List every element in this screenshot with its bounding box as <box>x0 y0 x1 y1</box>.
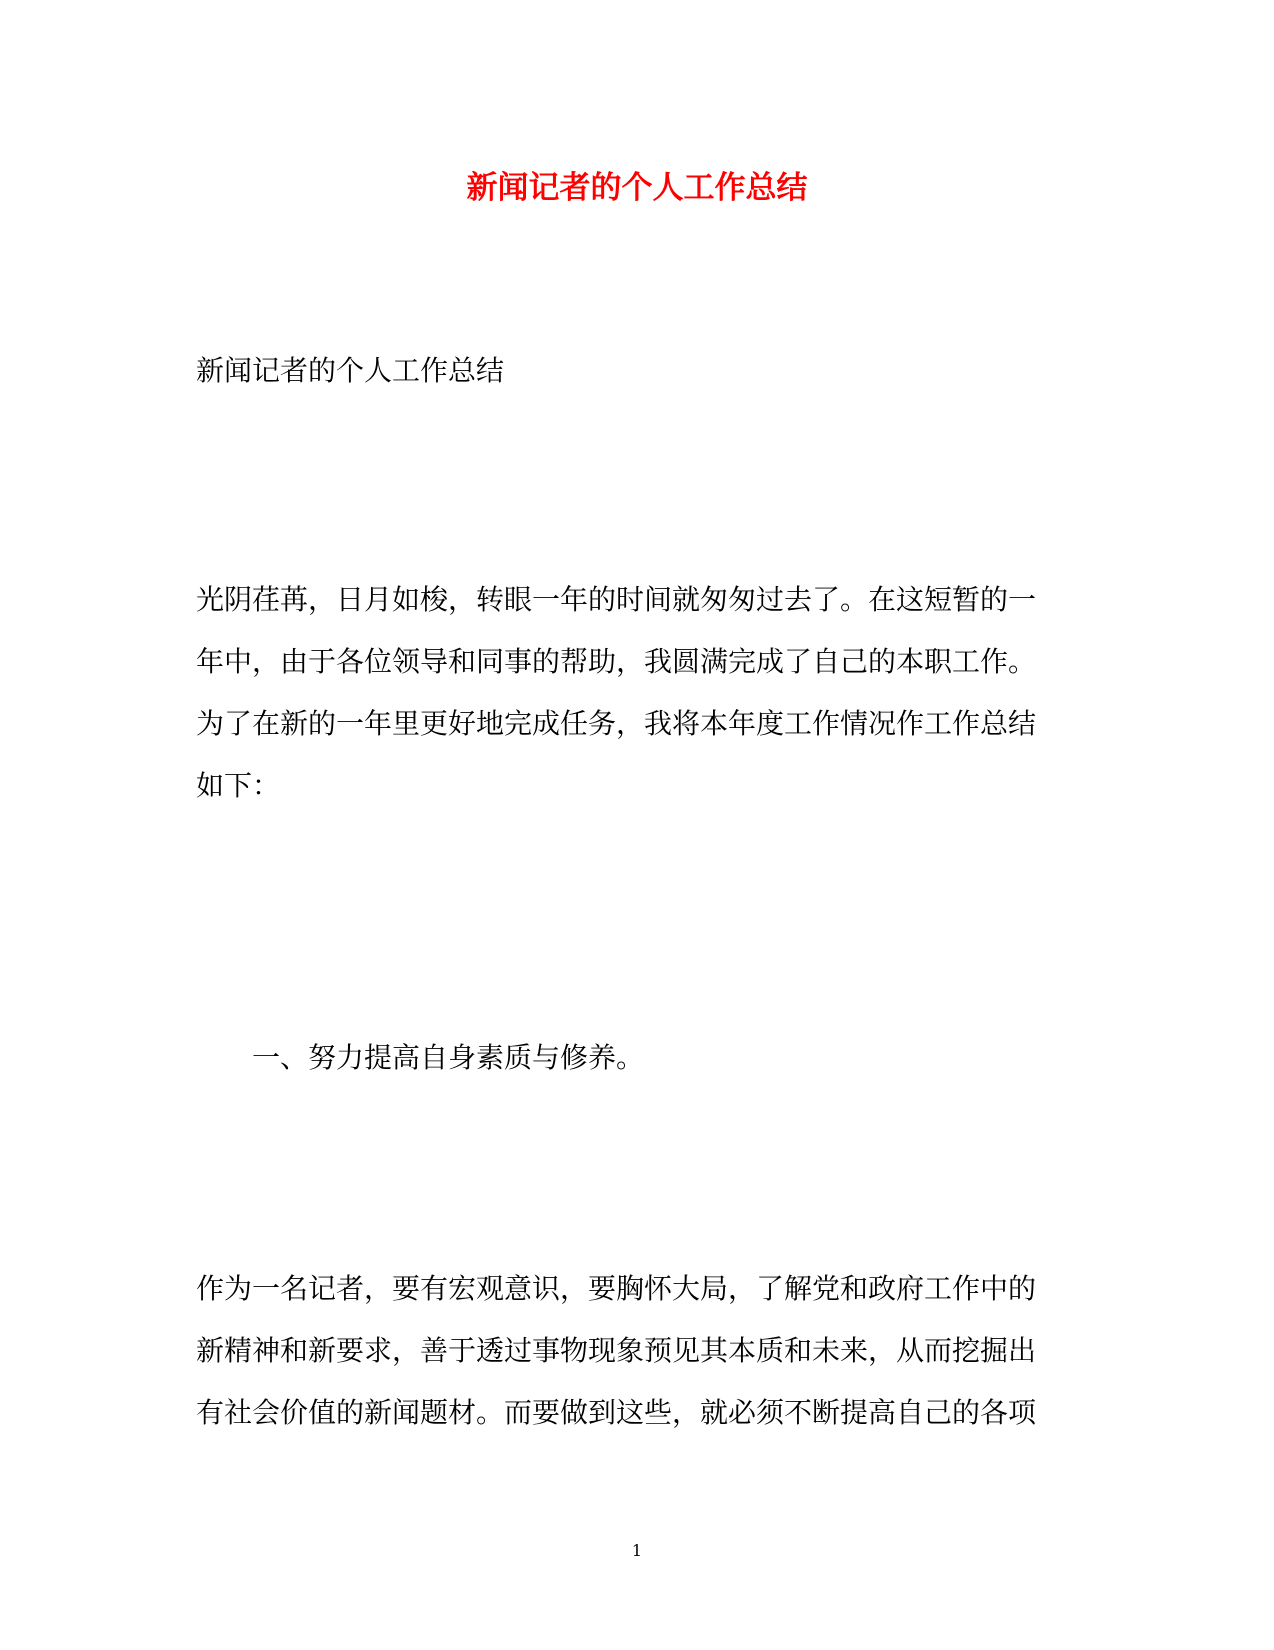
paragraph-line: 为了在新的一年里更好地完成任务，我将本年度工作情况作工作总结 <box>196 707 1037 740</box>
paragraph-line: 年中，由于各位领导和同事的帮助，我圆满完成了自己的本职工作。 <box>196 645 1037 678</box>
paragraph-line: 光阴荏苒，日月如梭，转眼一年的时间就匆匆过去了。在这短暂的一 <box>196 583 1037 616</box>
paragraph-line: 有社会价值的新闻题材。而要做到这些，就必须不断提高自己的各项 <box>196 1396 1037 1429</box>
paragraph-line: 新精神和新要求，善于透过事物现象预见其本质和未来，从而挖掘出 <box>196 1334 1037 1367</box>
paragraph-line: 作为一名记者，要有宏观意识，要胸怀大局，了解党和政府工作中的 <box>196 1272 1037 1305</box>
document-title: 新闻记者的个人工作总结 <box>466 170 808 206</box>
section-heading: 一、努力提高自身素质与修养。 <box>252 1041 645 1074</box>
page-number: 1 <box>631 1541 643 1560</box>
paragraph-line: 如下： <box>196 769 281 802</box>
document-subtitle: 新闻记者的个人工作总结 <box>196 354 505 387</box>
